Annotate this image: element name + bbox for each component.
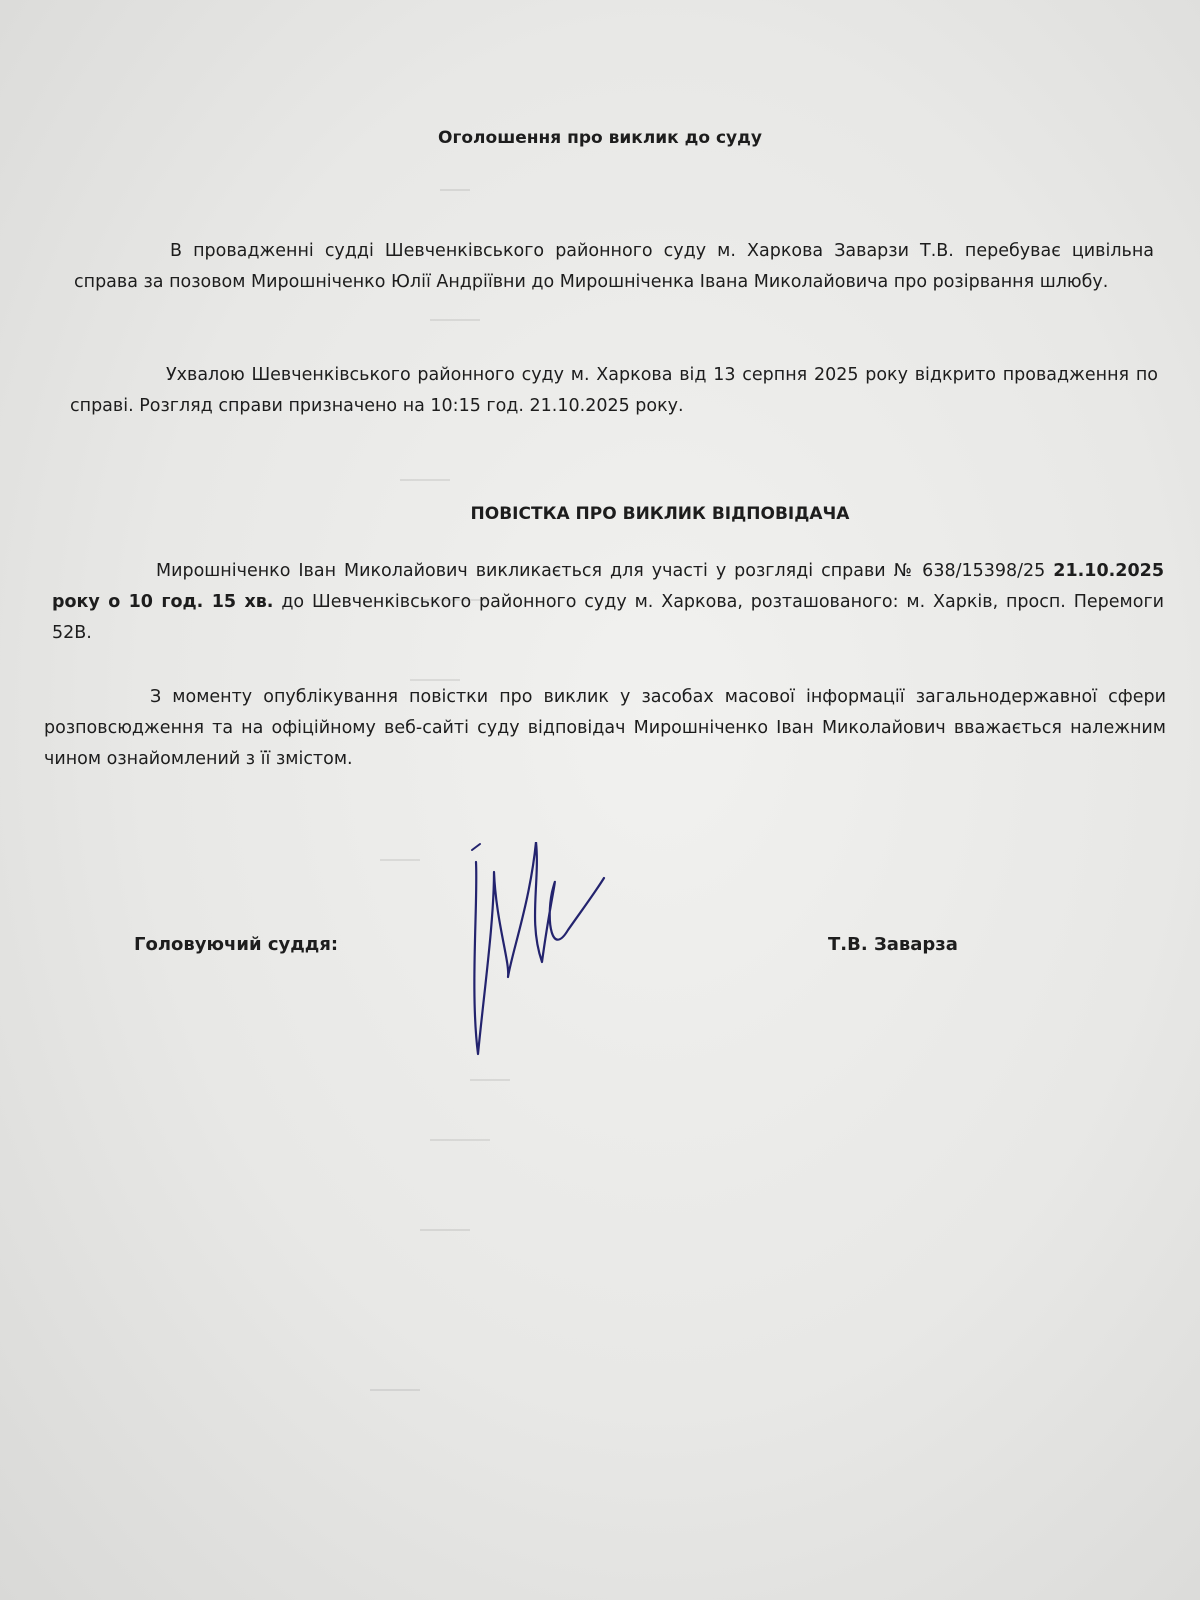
summons-text-part2: до Шевченківського районного суду м. Харкова, розташованого: м. Харків, просп. Перемоги 52В. <box>52 592 1165 643</box>
paragraph-case-info: В провадженні судді Шевченківського районного суду м. Харкова Заварзи Т.В. перебуває цивільна справа за позовом Мирошніченко Юлії Андріївни до Мирошніченка Івана Миколайовича про розірвання шлюбу. <box>74 241 1154 292</box>
signature-label: Головуючий суддя: <box>134 934 339 955</box>
judge-name: Т.В. Заварза <box>828 934 958 955</box>
handwritten-signature <box>470 842 620 1082</box>
paragraph-notice: З моменту опублікування повістки про виклик у засобах масової інформації загальнодержавної сфери розповсюдження та на офіційному веб-сайті суду відповідач Мирошніченко Іван Миколайович вважається належним чином ознайомлений з її змістом. <box>44 687 1166 769</box>
paragraph-ruling: Ухвалою Шевченківського районного суду м. Харкова від 13 серпня 2025 року відкрито провадження по справі. Розгляд справи призначено на 10:15 год. 21.10.2025 року. <box>70 365 1158 416</box>
paragraph-summons <box>52 556 1164 649</box>
summons-heading: ПОВІСТКА ПРО ВИКЛИК ВІДПОВІДАЧА <box>470 504 850 524</box>
document-title: Оголошення про виклик до суду <box>438 128 762 148</box>
summons-datetime: 21.10.2025 року о 10 год. 15 хв. <box>52 561 1164 612</box>
summons-text-part1: Мирошніченко Іван Миколайович викликається для участі у розгляді справи № 638/15398/25 <box>156 561 1054 581</box>
